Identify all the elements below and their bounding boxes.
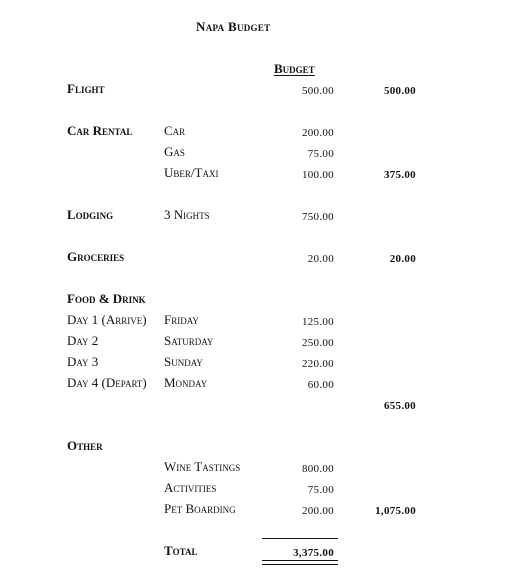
- other-item-pet-boarding: Pet Boarding: [164, 501, 236, 516]
- food-day-label: Day 1 (Arrive): [67, 312, 147, 327]
- total-amount: 3,375.00: [293, 547, 334, 559]
- car-rental-amount-gas: 75.00: [307, 148, 334, 160]
- food-drink-label: Food & Drink: [67, 291, 146, 306]
- food-day-label: Day 4 (Depart): [67, 375, 147, 390]
- car-rental-amount-uber-taxi: 100.00: [301, 169, 334, 181]
- other-subtotal: 1,075.00: [375, 505, 416, 517]
- car-rental-item-car: Car: [164, 123, 186, 138]
- page-title: Napa Budget: [196, 19, 271, 34]
- total-label: Total: [164, 543, 198, 558]
- flight-amount: 500.00: [301, 85, 334, 97]
- food-day-label: Day 3: [67, 354, 99, 369]
- car-rental-subtotal: 375.00: [383, 169, 416, 181]
- other-item-wine-tastings: Wine Tastings: [164, 459, 241, 474]
- car-rental-amount-car: 200.00: [301, 127, 334, 139]
- food-drink-subtotal: 655.00: [383, 400, 416, 412]
- food-amount: 125.00: [301, 316, 334, 328]
- other-amount-wine-tastings: 800.00: [301, 463, 334, 475]
- car-rental-label: Car Rental: [67, 123, 133, 138]
- food-weekday-label: Sunday: [164, 354, 203, 369]
- other-item-activities: Activities: [164, 480, 217, 495]
- food-day-label: Day 2: [67, 333, 99, 348]
- groceries-subtotal: 20.00: [389, 253, 416, 265]
- flight-subtotal: 500.00: [383, 85, 416, 97]
- other-amount-pet-boarding: 200.00: [301, 505, 334, 517]
- food-amount: 60.00: [307, 379, 334, 391]
- food-weekday-label: Friday: [164, 312, 199, 327]
- car-rental-item-uber-taxi: Uber/Taxi: [164, 165, 219, 180]
- flight-label: Flight: [67, 81, 105, 96]
- other-label: Other: [67, 438, 103, 453]
- food-amount: 220.00: [301, 358, 334, 370]
- lodging-amount: 750.00: [301, 211, 334, 223]
- groceries-amount: 20.00: [307, 253, 334, 265]
- budget-column-header: Budget: [274, 61, 315, 76]
- groceries-label: Groceries: [67, 249, 125, 264]
- lodging-item: 3 Nights: [164, 207, 210, 222]
- car-rental-item-gas: Gas: [164, 144, 185, 159]
- food-weekday-label: Saturday: [164, 333, 214, 348]
- food-amount: 250.00: [301, 337, 334, 349]
- food-weekday-label: Monday: [164, 375, 208, 390]
- lodging-label: Lodging: [67, 207, 114, 222]
- other-amount-activities: 75.00: [307, 484, 334, 496]
